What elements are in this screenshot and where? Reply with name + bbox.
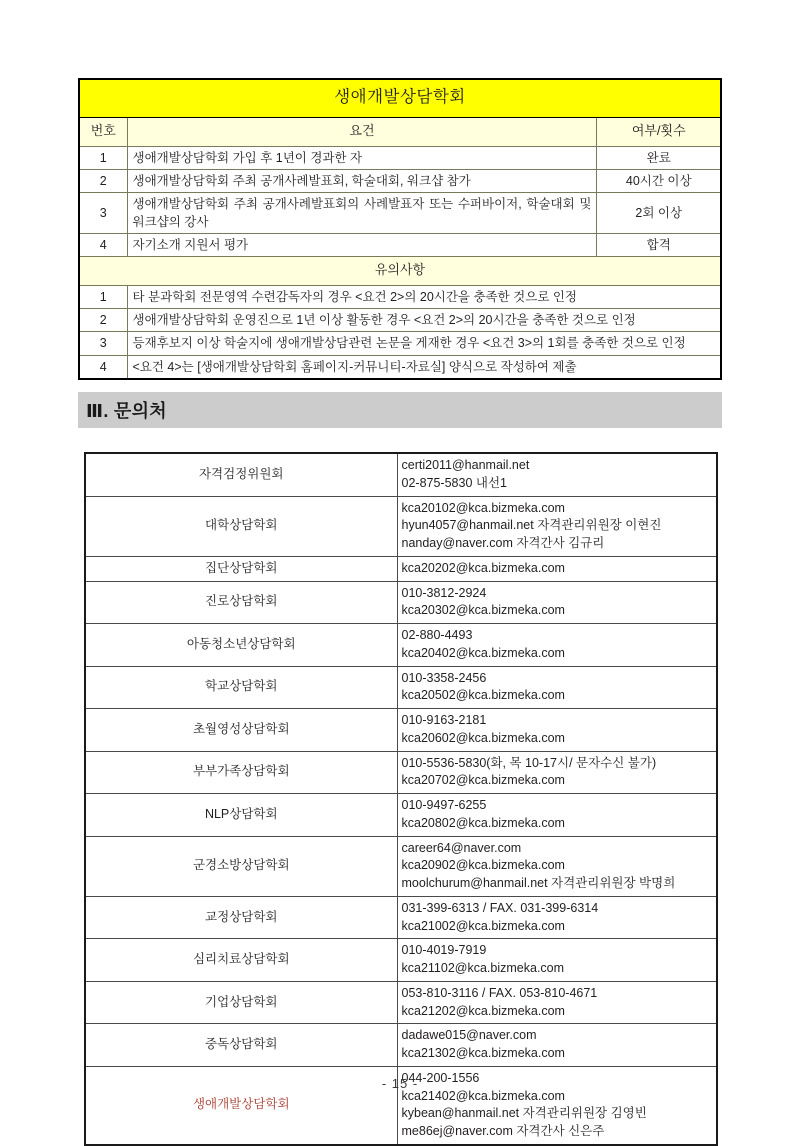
contact-table-body	[85, 453, 717, 1145]
contact-detail-line: kca20102@kca.bizmeka.com	[401, 500, 565, 515]
contact-details	[397, 939, 717, 982]
table-row	[79, 355, 721, 379]
table-row	[79, 234, 721, 257]
header-no: 번호	[79, 117, 127, 146]
contact-detail-line: 010-4019-7919	[401, 943, 487, 958]
header-requirement: 요건	[127, 117, 597, 146]
contact-details	[397, 896, 717, 939]
contact-org-name: 심리치료상담학회	[85, 939, 397, 982]
contact-detail-line: 010-5536-5830(화, 목 10-17시/ 문자수신 불가)	[401, 755, 657, 770]
requirements-table-body	[79, 79, 721, 379]
contact-detail-line: 053-810-3116 / FAX. 053-810-4671	[401, 985, 598, 1000]
requirements-header-row	[79, 117, 721, 146]
row-result: 40시간 이상	[597, 169, 721, 192]
requirements-title-row	[79, 79, 721, 117]
notice-text: <요건 4>는 [생애개발상담학회 홈페이지-커뮤니티-자료실] 양식으로 작성하여 제출	[127, 355, 721, 379]
contact-org-name: NLP상담학회	[85, 794, 397, 837]
contact-detail-line: kybean@hanmail.net 자격관리위원장 김영빈	[401, 1106, 647, 1121]
row-requirement: 생애개발상담학회 주최 공개사례발표회의 사례발표자 또는 수퍼바이저, 학술대회 및 워크샵의 강사	[127, 193, 597, 234]
contact-org-name: 군경소방상담학회	[85, 836, 397, 896]
contact-org-name: 생애개발상담학회	[85, 1066, 397, 1145]
contact-details	[397, 581, 717, 624]
contact-detail-line: kca20402@kca.bizmeka.com	[401, 645, 565, 660]
contact-details	[397, 1024, 717, 1067]
notice-text: 타 분과학회 전문영역 수련감독자의 경우 <요건 2>의 20시간을 충족한 것으로 인정	[127, 286, 721, 309]
contact-detail-line: kca21402@kca.bizmeka.com	[401, 1088, 565, 1103]
requirements-table	[78, 78, 722, 380]
contact-org-name: 중독상담학회	[85, 1024, 397, 1067]
table-row	[85, 751, 717, 794]
table-row	[85, 453, 717, 496]
row-requirement: 자기소개 지원서 평가	[127, 234, 597, 257]
table-row	[85, 981, 717, 1024]
contact-detail-line: 010-9497-6255	[401, 798, 487, 812]
row-requirement: 생애개발상담학회 주최 공개사례발표회, 학술대회, 워크샵 참가	[127, 169, 597, 192]
requirements-title: 생애개발상담학회	[79, 79, 721, 117]
notice-number: 3	[79, 332, 127, 355]
contact-details	[397, 751, 717, 794]
contact-details	[397, 981, 717, 1024]
contact-detail-line: 010-3812-2924	[401, 585, 487, 600]
contact-detail-line: me86ej@naver.com 자격간사 신은주	[401, 1124, 605, 1138]
contact-detail-line: dadawe015@naver.com	[401, 1028, 537, 1043]
notice-number: 1	[79, 286, 127, 309]
table-row	[85, 836, 717, 896]
contact-detail-line: kca20602@kca.bizmeka.com	[401, 730, 565, 745]
row-number: 1	[79, 146, 127, 169]
contact-table-container	[84, 452, 718, 1146]
contact-details	[397, 496, 717, 556]
notice-number: 2	[79, 309, 127, 332]
contact-org-name: 진로상담학회	[85, 581, 397, 624]
contact-detail-line: kca20202@kca.bizmeka.com	[401, 560, 565, 575]
contact-detail-line: 044-200-1556	[401, 1070, 480, 1085]
contact-detail-line: 02-875-5830 내선1	[401, 475, 507, 490]
table-row	[85, 496, 717, 556]
contact-org-name: 아동청소년상담학회	[85, 624, 397, 667]
contact-details	[397, 624, 717, 667]
table-row	[85, 896, 717, 939]
contact-detail-line: moolchurum@hanmail.net 자격관리위원장 박명희	[401, 876, 676, 890]
contact-detail-line: kca21002@kca.bizmeka.com	[401, 918, 565, 933]
table-row	[79, 286, 721, 309]
contact-detail-line: kca20802@kca.bizmeka.com	[401, 815, 565, 830]
contact-details	[397, 794, 717, 837]
contact-detail-line: kca20702@kca.bizmeka.com	[401, 773, 565, 788]
table-row	[85, 666, 717, 709]
contact-org-name: 자격검정위원회	[85, 453, 397, 496]
contact-detail-line: nanday@naver.com 자격간사 김규리	[401, 536, 605, 550]
section-heading-label: Ⅲ. 문의처	[86, 401, 167, 421]
contact-detail-line: 02-880-4493	[401, 628, 473, 642]
contact-details	[397, 709, 717, 752]
table-row	[85, 556, 717, 581]
contact-detail-line: 031-399-6313 / FAX. 031-399-6314	[401, 900, 599, 915]
contact-org-name: 교정상담학회	[85, 896, 397, 939]
table-row	[85, 1024, 717, 1067]
notice-text: 생애개발상담학회 운영진으로 1년 이상 활동한 경우 <요건 2>의 20시간을 충족한 것으로 인정	[127, 309, 721, 332]
contact-detail-line: kca20502@kca.bizmeka.com	[401, 688, 565, 703]
requirements-table-container	[78, 78, 722, 380]
contact-detail-line: kca21102@kca.bizmeka.com	[401, 961, 565, 975]
contact-detail-line: certi2011@hanmail.net	[401, 458, 530, 472]
row-result: 합격	[597, 234, 721, 257]
row-number: 2	[79, 169, 127, 192]
notice-text: 등재후보지 이상 학술지에 생애개발상담관련 논문을 게재한 경우 <요건 3>의 1회를 충족한 것으로 인정	[127, 332, 721, 355]
contact-detail-line: kca21202@kca.bizmeka.com	[401, 1003, 565, 1018]
contact-detail-line: kca20902@kca.bizmeka.com	[401, 858, 565, 873]
contact-detail-line: 010-3358-2456	[401, 670, 487, 685]
notice-header-row	[79, 257, 721, 286]
contact-org-name: 대학상담학회	[85, 496, 397, 556]
row-result: 완료	[597, 146, 721, 169]
row-result: 2회 이상	[597, 193, 721, 234]
contact-detail-line: kca20302@kca.bizmeka.com	[401, 603, 565, 618]
row-number: 4	[79, 234, 127, 257]
header-result: 여부/횟수	[597, 117, 721, 146]
section-heading-banner	[78, 392, 722, 428]
row-requirement: 생애개발상담학회 가입 후 1년이 경과한 자	[127, 146, 597, 169]
table-row	[79, 332, 721, 355]
table-row	[79, 309, 721, 332]
contact-detail-line: 010-9163-2181	[401, 713, 487, 727]
table-row	[85, 624, 717, 667]
contact-details	[397, 666, 717, 709]
table-row	[79, 146, 721, 169]
contact-detail-line: kca21302@kca.bizmeka.com	[401, 1046, 565, 1060]
notice-number: 4	[79, 355, 127, 379]
contact-org-name: 부부가족상담학회	[85, 751, 397, 794]
contact-org-name: 기업상담학회	[85, 981, 397, 1024]
contact-details	[397, 556, 717, 581]
contact-org-name: 학교상담학회	[85, 666, 397, 709]
notice-header: 유의사항	[79, 257, 721, 286]
table-row	[85, 581, 717, 624]
contact-table	[84, 452, 718, 1146]
table-row	[85, 794, 717, 837]
contact-org-name: 집단상담학회	[85, 556, 397, 581]
contact-detail-line: career64@naver.com	[401, 840, 522, 855]
table-row	[85, 709, 717, 752]
contact-detail-line: hyun4057@hanmail.net 자격관리위원장 이현진	[401, 518, 662, 533]
contact-details	[397, 836, 717, 896]
table-row	[79, 169, 721, 192]
contact-details	[397, 453, 717, 496]
table-row	[85, 939, 717, 982]
row-number: 3	[79, 193, 127, 234]
table-row	[79, 193, 721, 234]
contact-org-name: 초월영성상담학회	[85, 709, 397, 752]
page-number: - 15 -	[381, 1076, 419, 1091]
